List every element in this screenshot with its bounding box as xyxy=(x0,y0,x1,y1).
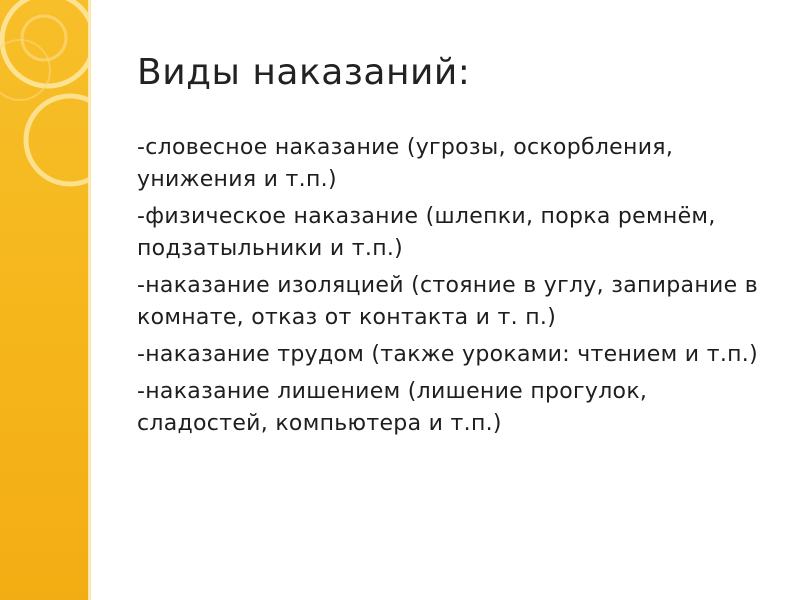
slide-title: Виды наказаний: xyxy=(137,52,471,93)
list-item: -наказание трудом (также уроками: чтением и т.п.) xyxy=(137,342,758,367)
decor-circle-middle xyxy=(26,96,88,184)
punishment-list xyxy=(137,132,777,445)
decorative-side-band xyxy=(0,0,88,600)
list-item: -наказание изоляцией (стояние в углу, запирание в комнате, отказ от контакта и т. п.) xyxy=(137,273,758,330)
decor-circle-top xyxy=(2,0,88,86)
decorative-circles xyxy=(0,0,88,600)
list-item: -физическое наказание (шлепки, порка ремнём, подзатыльники и т.п.) xyxy=(137,204,716,261)
band-edge-line xyxy=(88,0,91,600)
list-item: -наказание лишением (лишение прогулок, сладостей, компьютера и т.п.) xyxy=(137,379,648,436)
list-item: -словесное наказание (угрозы, оскорбления, унижения и т.п.) xyxy=(137,135,674,192)
